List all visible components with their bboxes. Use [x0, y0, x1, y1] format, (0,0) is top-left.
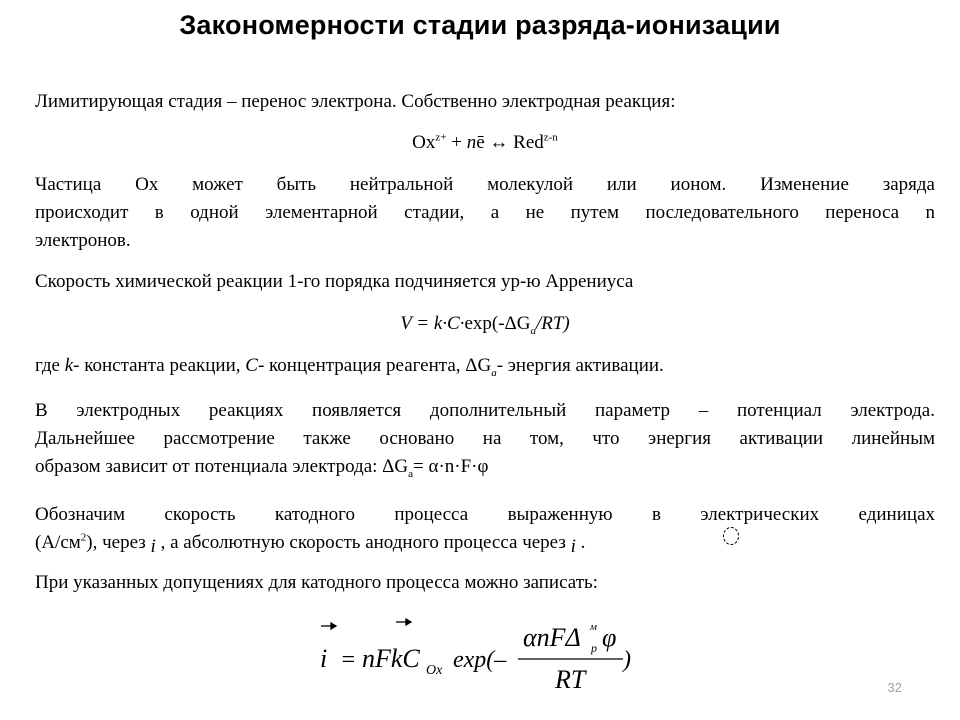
vector-arrows [321, 619, 411, 629]
potential-text: образом зависит от потенциала электрода: ΔG [35, 456, 409, 477]
plus-sign: + [446, 132, 467, 153]
formula-phi: φ [602, 623, 617, 652]
arrhenius-exp: exp(-ΔG [464, 313, 531, 334]
formula-num-sup: м [590, 621, 598, 633]
paragraph-assumptions: При указанных допущениях для катодного процесса можно записать: [35, 572, 598, 593]
cathodic-current-formula [318, 612, 658, 702]
formula-denominator: RT [555, 665, 586, 694]
equilibrium-arrow: ↔ [484, 132, 514, 153]
paragraph-particle-line1: Частица Ox может быть нейтральной молекулой или ионом. Изменение заряда [35, 174, 935, 195]
def-text-a: где [35, 355, 65, 376]
def-text-b: - константа реакции, [73, 355, 246, 376]
paragraph-potential-line1: В электродных реакциях появляется дополнительный параметр – потенциал электрода. [35, 400, 935, 421]
cathodic-current-symbol: i [150, 536, 156, 557]
arrhenius-sub: a [530, 324, 536, 337]
notation-sup: 2 [80, 531, 87, 544]
paragraph-potential [35, 397, 935, 481]
ox-symbol: Ox [412, 132, 436, 153]
formula-numerator: αnFΔ [523, 623, 581, 652]
ox-charge: z+ [435, 131, 447, 144]
notation-text-b: ), через [86, 532, 151, 553]
formula-exp: exp(– [453, 647, 507, 673]
paragraph-arrhenius: Скорость химической реакции 1-го порядка подчиняется ур-ю Аррениуса [35, 271, 634, 292]
def-sub: a [491, 366, 497, 379]
formula-i: i [320, 644, 328, 673]
notation-units: (А/см [35, 532, 81, 553]
formula-close: ) [623, 647, 631, 673]
paragraph-potential-line3 [35, 453, 935, 481]
paragraph-notation-line2 [35, 529, 935, 557]
formula-svg [318, 612, 658, 702]
dashed-circle-mark [723, 527, 739, 545]
slide-title: Закономерности стадии разряда-ионизации [179, 10, 781, 40]
paragraph-particle-line3: электронов. [35, 230, 131, 251]
page-number: 32 [887, 680, 902, 695]
formula-nfkc: nFkC [362, 644, 420, 673]
paragraph-particle-line2: происходит в одной элементарной стадии, а не путем последовательного переноса n [35, 202, 935, 223]
def-c: C [245, 355, 258, 376]
arrhenius-lhs: V = k·C· [400, 313, 465, 334]
n-symbol: n [466, 132, 477, 153]
reaction-equation [35, 129, 935, 157]
paragraph-particle [35, 171, 935, 255]
def-text-e: - энергия активации. [496, 355, 664, 376]
formula-num-sub: р [591, 641, 597, 655]
def-k: k [64, 355, 74, 376]
electron-symbol: ē [476, 132, 485, 153]
def-text-d: - концентрация реагента, ΔG [257, 355, 492, 376]
arrhenius-equation [35, 310, 935, 338]
notation-text-c: , а абсолютную скорость анодного процесса через [155, 532, 571, 553]
potential-formula: = α·n·F·φ [413, 456, 489, 477]
paragraph-potential-line2: Дальнейшее рассмотрение также основано на том, что энергия активации линейным [35, 428, 935, 449]
anodic-current-symbol: i [570, 536, 576, 557]
formula-sub-ox: Ox [426, 663, 443, 678]
formula-equals: = [340, 647, 357, 673]
red-symbol: Red [513, 132, 544, 153]
paragraph-intro: Лимитирующая стадия – перенос электрона. Собственно электродная реакция: [35, 91, 676, 112]
notation-text-d: . [575, 532, 586, 553]
arrhenius-rest: /RT) [535, 313, 570, 334]
red-charge: z-n [543, 131, 558, 144]
paragraph-notation-line1: Обозначим скорость катодного процесса выраженную в электрических единицах [35, 504, 935, 525]
paragraph-definitions [35, 352, 935, 380]
paragraph-notation [35, 501, 935, 557]
potential-sub: a [408, 467, 414, 480]
